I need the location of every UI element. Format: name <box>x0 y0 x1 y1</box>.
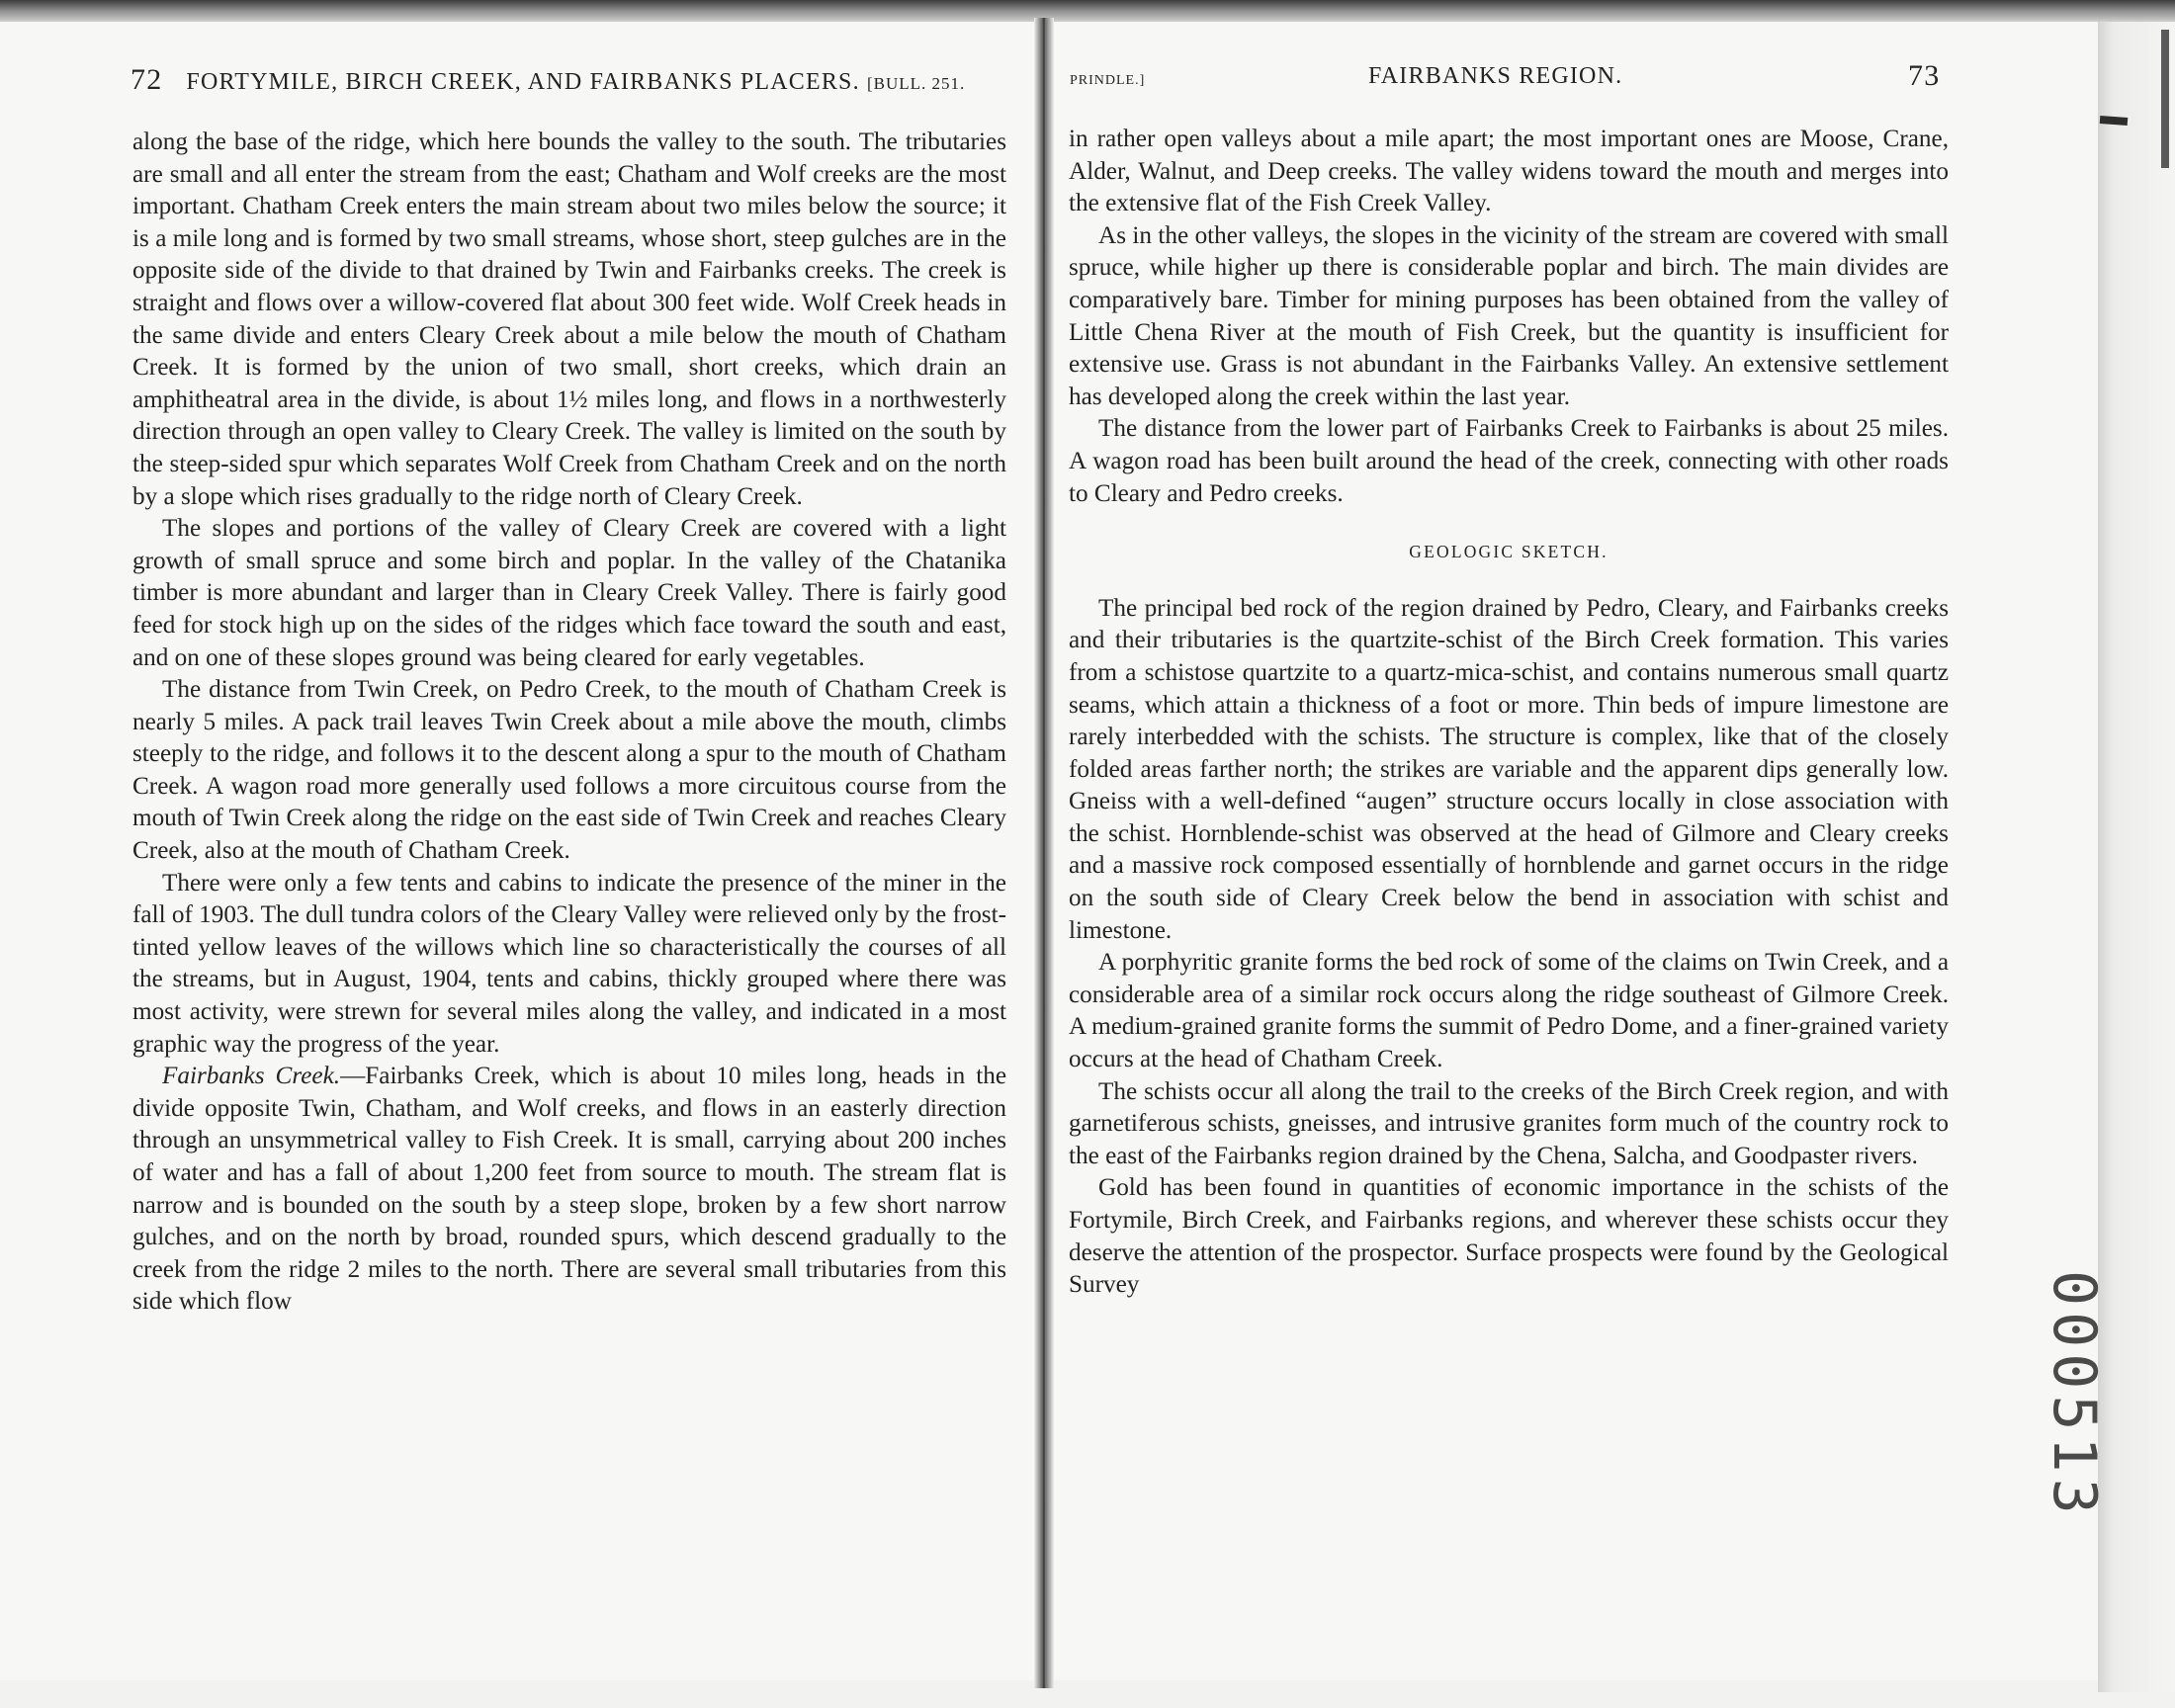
right-page-body <box>1069 124 1949 1302</box>
right-page-number: 73 <box>1908 59 1941 92</box>
right-running-title: FAIRBANKS REGION. <box>1368 63 1623 89</box>
paragraph-text: —Fairbanks Creek, which is about 10 miles long, heads in the divide opposite Twin, Chatham, and Wolf creeks, and flows in an easterly direction through an unsymmetrical valley to Fish Creek. It is small, carrying about 200 inches of water and has a fall of about 1,200 feet from source to mouth. The stream flat is narrow and is bounded on the south by a steep slope, broken by a few short narrow gulches, and on the north by broad, rounded spurs, which descend gradually to the creek from the ridge 2 miles to the north. There are several small tributaries from this side which flow <box>132 1063 1006 1316</box>
paragraph-fairbanks-creek <box>132 1061 1006 1319</box>
paragraph: Gold has been found in quantities of economic importance in the schists of the Fortymile, Birch Creek, and Fairbanks regions, and wherever these schists occur they deserve the attention of the prospector. Surface prospects were found by the Geological Survey <box>1069 1174 1949 1299</box>
left-running-head <box>130 63 1000 97</box>
left-running-title: FORTYMILE, BIRCH CREEK, AND FAIRBANKS PLACERS. <box>186 69 860 95</box>
paragraph: The distance from Twin Creek, on Pedro Creek, to the mouth of Chatham Creek is nearly 5 miles. A pack trail leaves Twin Creek about a mile above the mouth, climbs steeply to the ridge, and follows it to the descent along a spur to the mouth of Chatham Creek. A wagon road more generally used follows a more circuitous course from the mouth of Twin Creek along the ridge on the east side of Twin Creek and reaches Cleary Creek, also at the mouth of Chatham Creek. <box>132 676 1006 865</box>
book-gutter <box>1034 18 1054 1688</box>
paragraph: The distance from the lower part of Fairbanks Creek to Fairbanks is about 25 miles. A wagon road has been built around the head of the creek, connecting with other roads to Cleary and Pedro creeks. <box>1069 415 1949 507</box>
author-name: PRINDLE.] <box>1070 73 1146 88</box>
section-heading: GEOLOGIC SKETCH. <box>1409 542 1609 562</box>
paragraph: There were only a few tents and cabins to indicate the presence of the miner in the fall of 1903. The dull tundra colors of the Cleary Valley were relieved only by the frost-tinted yellow leaves of the willows which line so characteristically the courses of all the streams, but in August, 1904, tents and cabins, thickly grouped where there was most activity, were strewn for several miles along the valley, and indicated in a most graphic way the progress of the year. <box>132 869 1006 1058</box>
margin-bar <box>2161 30 2169 168</box>
paragraph: The slopes and portions of the valley of Cleary Creek are covered with a light growth of small spruce and some birch and poplar. In the valley of the Chatanika timber is more abundant and larger than in Cleary Creek Valley. There is fairly good feed for stock high up on the sides of the ridges which face toward the south and east, and on one of these slopes ground was being cleared for early vegetables. <box>132 515 1006 671</box>
paragraph: As in the other valleys, the slopes in the vicinity of the stream are covered with small spruce, while higher up there is considerable poplar and birch. The main divides are comparatively bare. Timber for mining purposes has been obtained from the valley of Little Chena River at the mouth of Fish Creek, but the quantity is insufficient for extensive use. Grass is not abundant in the Fairbanks Valley. An extensive settlement has developed along the creek within the last year. <box>1069 221 1949 410</box>
paragraph: along the base of the ridge, which here bounds the valley to the south. The tributaries are small and all enter the stream from the east; Chatham and Wolf creeks are the most important. Chatham Creek enters the main stream about two miles below the source; it is a mile long and is formed by two small streams, whose short, steep gulches are in the opposite side of the divide to that drained by Twin and Fairbanks creeks. The creek is straight and flows over a willow-covered flat about 300 feet wide. Wolf Creek heads in the same divide and enters Cleary Creek about a mile below the mouth of Chatham Creek. It is formed by the union of two small, short creeks, which drain an amphitheatral area in the divide, is about 1½ miles long, and flows in a northwesterly direction through an open valley to Cleary Creek. The valley is limited on the south by the steep-sided spur which separates Wolf Creek from Chatham Creek and on the north by a slope which rises gradually to the ridge north of Cleary Creek. <box>132 128 1006 510</box>
paragraph: A porphyritic granite forms the bed rock of some of the claims on Twin Creek, and a considerable area of a similar rock occurs along the ridge southeast of Gilmore Creek. A medium-grained granite forms the summit of Pedro Dome, and a finer-grained variety occurs at the head of Chatham Creek. <box>1069 949 1949 1073</box>
left-page-body <box>132 127 1006 1319</box>
paragraph: The principal bed rock of the region drained by Pedro, Cleary, and Fairbanks creeks and their tributaries is the quartzite-schist of the Birch Creek formation. This varies from a schistose quartzite to a quartz-mica-schist, and contains numerous small quartz seams, which attain a thickness of a foot or more. Thin beds of impure limestone are rarely interbedded with the schists. The structure is complex, like that of the closely folded areas farther north; the strikes are variable and the apparent dips generally low. Gneiss with a well-defined “augen” structure occurs locally in close association with the schist. Hornblende-schist was observed at the head of Gilmore and Cleary creeks and a massive rock composed essentially of hornblende and garnet occurs in the ridge on the south side of Cleary Creek below the bend in association with schist and limestone. <box>1069 594 1949 944</box>
page-edge-margin <box>2098 22 2175 1692</box>
run-in-heading: Fairbanks Creek. <box>162 1063 341 1090</box>
archive-stamp: 000513 <box>2040 1270 2109 1520</box>
paragraph: in rather open valleys about a mile apart; the most important ones are Moose, Crane, Alder, Walnut, and Deep creeks. The valley widens toward the mouth and merges into the extensive flat of the Fish Creek Valley. <box>1069 126 1949 217</box>
left-page-number: 72 <box>130 63 163 96</box>
bulletin-number: [BULL. 251. <box>867 74 966 93</box>
paragraph: The schists occur all along the trail to the creeks of the Birch Creek region, and with garnetiferous schists, gneisses, and intrusive granites form much of the country rock to the east of the Fairbanks region drained by the Chena, Salcha, and Goodpaster rivers. <box>1069 1077 1949 1169</box>
